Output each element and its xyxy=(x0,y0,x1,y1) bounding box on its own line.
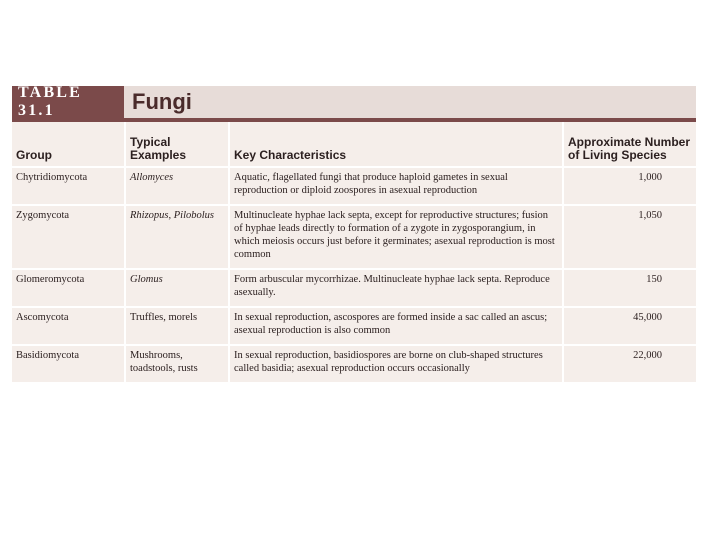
cell-examples: Mushrooms, toadstools, rusts xyxy=(126,346,230,384)
header-group: Group xyxy=(12,122,126,168)
cell-examples: Glomus xyxy=(126,270,230,308)
header-approximate-species: Approximate Number of Living Species xyxy=(564,122,696,168)
header-typical-examples: Typical Examples xyxy=(126,122,230,168)
cell-characteristics: Form arbuscular mycorrhizae. Multinucleate hyphae lack septa. Reproduce asexually. xyxy=(230,270,564,308)
table-row xyxy=(12,206,696,270)
cell-species-count: 1,000 xyxy=(564,168,696,206)
cell-characteristics: Aquatic, flagellated fungi that produce haploid gametes in sexual reproduction or diploid zoospores in asexual reproduction xyxy=(230,168,564,206)
cell-species-count: 45,000 xyxy=(564,308,696,346)
table-title-bar xyxy=(12,86,696,122)
cell-group: Basidiomycota xyxy=(12,346,126,384)
fungi-table xyxy=(12,122,696,384)
cell-examples: Rhizopus, Pilobolus xyxy=(126,206,230,270)
table-row xyxy=(12,308,696,346)
cell-group: Zygomycota xyxy=(12,206,126,270)
table-row xyxy=(12,168,696,206)
cell-examples: Allomyces xyxy=(126,168,230,206)
cell-species-count: 150 xyxy=(564,270,696,308)
cell-characteristics: In sexual reproduction, basidiospores are borne on club-shaped structures called basidia; asexual reproduction occurs occasionally xyxy=(230,346,564,384)
cell-group: Glomeromycota xyxy=(12,270,126,308)
cell-characteristics: Multinucleate hyphae lack septa, except for reproductive structures; fusion of hyphae leads directly to formation of a zygote in zygosporangium, in which meiosis occurs just before it germinates; asexual reproduction is most common xyxy=(230,206,564,270)
table-title: Fungi xyxy=(132,89,192,114)
table-row xyxy=(12,346,696,384)
cell-examples: Truffles, morels xyxy=(126,308,230,346)
table-number-label: TABLE 31.1 xyxy=(12,86,124,118)
cell-group: Ascomycota xyxy=(12,308,126,346)
table-row xyxy=(12,270,696,308)
fungi-table-figure xyxy=(12,86,696,384)
cell-characteristics: In sexual reproduction, ascospores are formed inside a sac called an ascus; asexual reproduction is also common xyxy=(230,308,564,346)
table-header-row xyxy=(12,122,696,168)
header-key-characteristics: Key Characteristics xyxy=(230,122,564,168)
cell-species-count: 22,000 xyxy=(564,346,696,384)
cell-species-count: 1,050 xyxy=(564,206,696,270)
cell-group: Chytridiomycota xyxy=(12,168,126,206)
